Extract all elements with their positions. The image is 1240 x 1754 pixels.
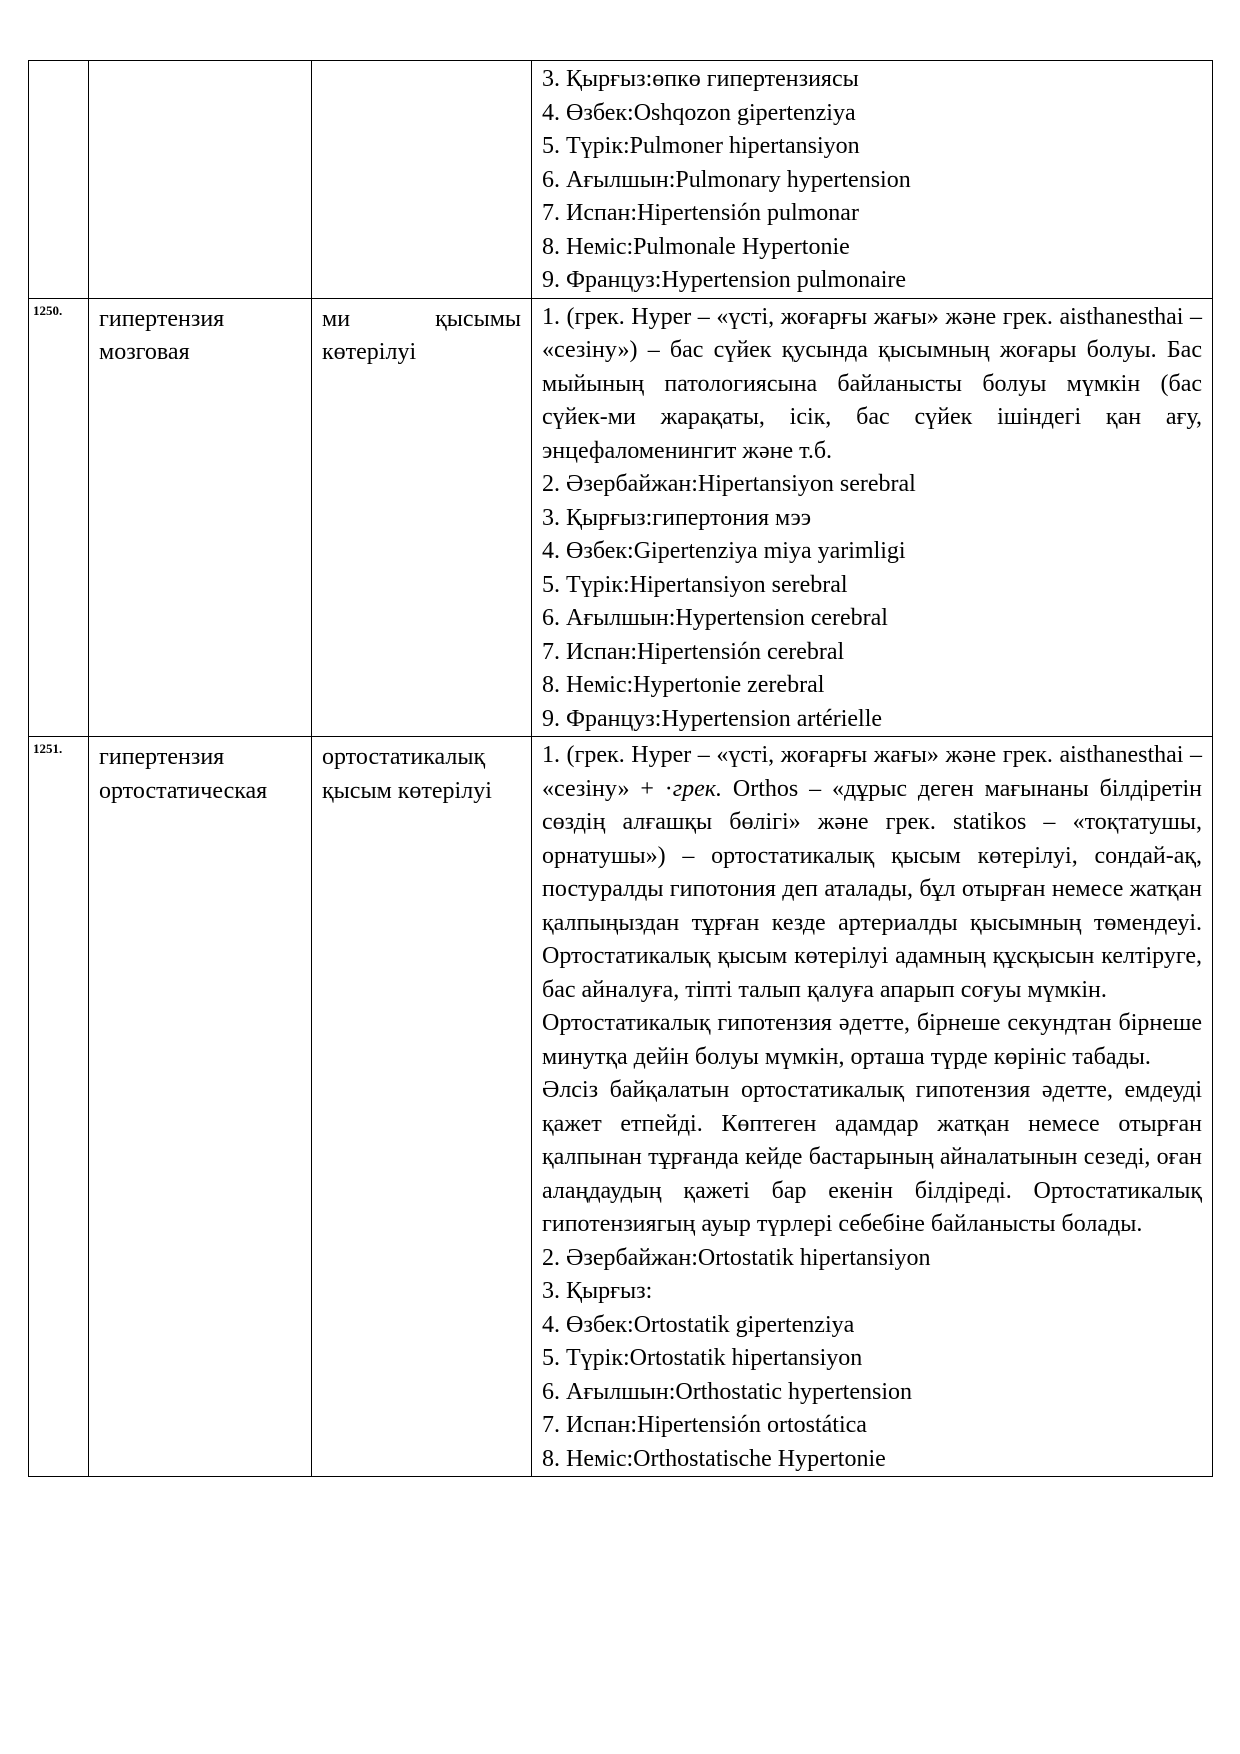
translation-uzbek: 4. Өзбек:Ortostatik gipertenziya [542, 1311, 855, 1338]
russian-term: гипертензия мозговая [99, 305, 225, 365]
definition-paragraph: Ортостатикалық гипотензия әдетте, бірнеше секундтан бірнеше минутқа дейін болуы мүмкін, орташа түрде көрініс табады. [542, 1010, 1202, 1070]
kazakh-term-cell [312, 737, 532, 1477]
entry-number: 1251. [33, 741, 63, 756]
kazakh-term-cell [312, 61, 532, 299]
translation-kyrgyz: 3. Қырғыз: [542, 1278, 653, 1304]
translation-french: 9. Француз:Hypertension artérielle [542, 705, 883, 732]
table-row [29, 298, 1213, 737]
translation-german: 8. Неміс:Hypertonie zerebral [542, 672, 825, 698]
definition-italic-text: грек. [672, 775, 723, 802]
russian-term-cell [89, 737, 312, 1477]
page [28, 60, 1212, 1477]
definition-paragraph [542, 739, 1202, 1007]
translation-uzbek: 4. Өзбек:Oshqozon gipertenziya [542, 99, 856, 126]
entry-number: 1250. [33, 302, 63, 318]
translations-list [542, 468, 1202, 736]
translation-english: 6. Ағылшын:Hypertension cerebral [542, 605, 888, 631]
russian-term-cell [89, 61, 312, 299]
kazakh-term: ортостатикалық қысым көтерілуі [322, 744, 492, 804]
kazakh-term [312, 61, 531, 65]
definition-cell [532, 298, 1213, 737]
translation-uzbek: 4. Өзбек:Gipertenziya miya yarimligi [542, 538, 906, 564]
table-row [29, 61, 1213, 299]
translation-turkish: 5. Түрік:Ortostatik hipertansiyon [542, 1345, 863, 1371]
entry-number [29, 61, 88, 65]
russian-term [89, 61, 311, 65]
translation-kyrgyz: 3. Қырғыз:өпкө гипертензиясы [542, 66, 859, 92]
translation-german: 8. Неміс:Orthostatische Hypertonie [542, 1445, 886, 1472]
translation-spanish: 7. Испан:Hipertensión pulmonar [542, 200, 859, 226]
kazakh-term-cell [312, 298, 532, 737]
definition [532, 737, 1212, 1476]
russian-term-cell [89, 298, 312, 737]
translation-spanish: 7. Испан:Hipertensión cerebral [542, 638, 845, 665]
kazakh-term: ми қысымы көтерілуі [322, 305, 521, 365]
translation-turkish: 5. Түрік:Pulmoner hipertansiyon [542, 133, 860, 159]
translation-azerbaijani: 2. Әзербайжан:Hipertansiyon serebral [542, 471, 916, 497]
translation-english: 6. Ағылшын:Pulmonary hypertension [542, 166, 911, 193]
translation-kyrgyz: 3. Қырғыз:гипертония мээ [542, 504, 812, 531]
entry-number-cell [29, 298, 89, 737]
definition-paragraph: Әлсіз байқалатын ортостатикалық гипотензия әдетте, емдеуді қажет етпейді. Көптеген адамдар жатқан немесе отырған қалпынан тұрғанда кейде бастарының айналатынын сезеді, оған алаңдаудың қажеті бар екенін білдіреді. Ортостатикалық гипотензиягың ауыр түрлері себебіне байланысты болады. [542, 1077, 1202, 1237]
entry-number-cell [29, 737, 89, 1477]
definition [532, 299, 1212, 737]
table-row [29, 737, 1213, 1477]
translation-spanish: 7. Испан:Hipertensión ortostática [542, 1412, 867, 1438]
translation-azerbaijani: 2. Әзербайжан:Ortostatik hipertansiyon [542, 1244, 931, 1271]
definition-paragraph: 1. (грек. Hyper – «үсті, жоғарғы жағы» және грек. aisthanesthai – «сезіну») – бас сүйек қусында қысымның жоғары болуы. Бас мыйының патологиясына байланысты болуы мүмкін (бас сүйек-ми жарақаты, ісік, бас сүйек ішіндегі қан ағу, энцефаломенингит және т.б. [542, 303, 1202, 464]
translation-french: 9. Француз:Hypertension pulmonaire [542, 267, 907, 293]
translation-german: 8. Неміс:Pulmonale Hypertonie [542, 233, 850, 260]
entry-number-cell [29, 61, 89, 299]
russian-term: гипертензия ортостатическая [99, 744, 268, 804]
dictionary-table [28, 60, 1213, 1477]
definition-intro-text: 1. (грек. Hyper – «үсті, жоғарғы жағы» және грек. aisthanesthai – «сезіну» + · [542, 742, 1202, 802]
translations-list [542, 1242, 1202, 1477]
definition-intro-continued: Orthos – «дұрыс деген мағынаны білдіретін сөздің алғашқы бөлігі» және грек. statikos – «тоқтатушы, орнатушы») – ортостатикалық қысым көтерілуі, сондай-ақ, постуралды гипотония деп аталады, бұл отырған немесе жатқан қалпыңыздан тұрған кезде артериалды қысымның төмендеуі. Ортостатикалық қысым көтерілуі адамның құсқысын келтіруге, бас айналуға, тіпті талып қалуға апарып соғуы мүмкін. [542, 775, 1202, 1003]
definition-cell [532, 61, 1213, 299]
definition-cell [532, 737, 1213, 1477]
translations-list [532, 61, 1212, 298]
translation-english: 6. Ағылшын:Orthostatic hypertension [542, 1378, 913, 1405]
translation-turkish: 5. Түрік:Hipertansiyon serebral [542, 571, 848, 598]
